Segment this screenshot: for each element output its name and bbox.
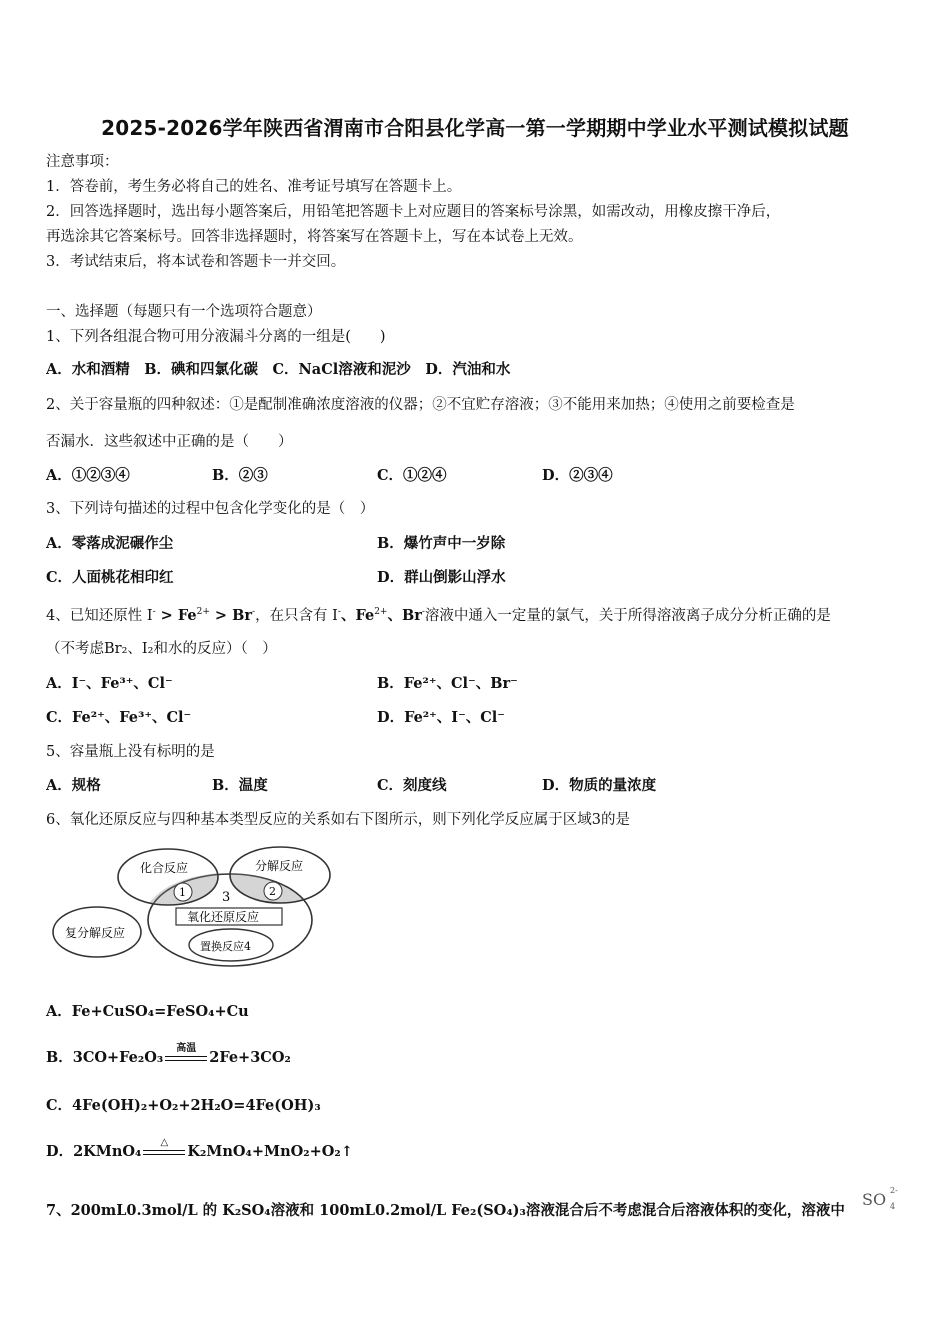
question-2-option-c: C．①②④: [377, 467, 447, 484]
page-title: 2025-2026学年陕西省渭南市合阳县化学高一第一学期期中学业水平测试模拟试题: [101, 116, 849, 140]
question-6-option-b: B．3CO+Fe₂O₃ 高温 2Fe+3CO₂: [46, 1043, 291, 1066]
diagram-region-3: 3: [222, 890, 231, 905]
notice-item: 1．答卷前，考生务必将自己的姓名、准考证号填写在答题卡上。: [46, 179, 462, 195]
question-3-stem: 3、下列诗句描述的过程中包含化学变化的是（ ）: [46, 501, 375, 517]
question-1-options: A．水和酒精 B．碘和四氯化碳 C．NaCl溶液和泥沙 D．汽油和水: [46, 361, 511, 378]
question-3-option-c: C．人面桃花相印红: [46, 569, 174, 586]
question-5-option-b: B．温度: [212, 777, 268, 794]
diagram-label-replacement: 置换反应4: [200, 940, 251, 953]
diagram-label-decomposition: 分解反应: [255, 859, 304, 873]
question-4-stem-cont: （不考虑Br₂、I₂和水的反应）（ ）: [46, 641, 277, 657]
diagram-region-1: 1: [179, 886, 186, 899]
question-4-option-b: B．Fe²⁺、Cl⁻、Br⁻: [377, 675, 518, 692]
reaction-condition-mark: 高温: [163, 1051, 209, 1065]
diagram-region-2: 2: [269, 885, 276, 898]
section-heading: 一、选择题（每题只有一个选项符合题意）: [46, 304, 322, 320]
question-2-stem-cont: 否漏水．这些叙述中正确的是（ ）: [46, 434, 293, 450]
question-5-stem: 5、容量瓶上没有标明的是: [46, 744, 215, 760]
reaction-condition-mark: △: [141, 1145, 187, 1159]
notice-item: 再选涂其它答案标号。回答非选择题时，将答案写在答题卡上，写在本试卷上无效。: [46, 229, 583, 245]
question-6-stem: 6、氧化还原反应与四种基本类型反应的关系如右下图所示，则下列化学反应属于区域3的是: [46, 812, 630, 828]
question-6-option-d: D．2KMnO₄ △ K₂MnO₄+MnO₂+O₂↑: [46, 1137, 353, 1160]
question-4-option-a: A．I⁻、Fe³⁺、Cl⁻: [46, 675, 173, 692]
question-1-stem: 1、下列各组混合物可用分液漏斗分离的一组是( ): [46, 329, 386, 345]
reaction-type-venn-diagram: [50, 845, 350, 970]
notice-item: 3．考试结束后，将本试卷和答题卡一并交回。: [46, 254, 346, 270]
question-2-stem: 2、关于容量瓶的四种叙述：①是配制准确浓度溶液的仪器；②不宜贮存溶液；③不能用来加热；④使用之前要检查是: [46, 397, 795, 413]
question-6-option-c: C．4Fe(OH)₂+O₂+2H₂O=4Fe(OH)₃: [46, 1097, 321, 1114]
question-5-option-a: A．规格: [46, 777, 101, 794]
question-7-stem: 7、200mL0.3mol/L 的 K₂SO₄溶液和 100mL0.2mol/L Fe₂(SO₄)₃溶液混合后不考虑混合后溶液体积的变化，溶液中: [46, 1202, 845, 1219]
question-3-option-b: B．爆竹声中一岁除: [377, 535, 506, 552]
question-5-option-d: D．物质的量浓度: [542, 777, 657, 794]
diagram-label-double-decomposition: 复分解反应: [65, 926, 126, 940]
question-3-option-d: D．群山倒影山浮水: [377, 569, 506, 586]
question-4-option-d: D．Fe²⁺、I⁻、Cl⁻: [377, 709, 505, 726]
question-4-option-c: C．Fe²⁺、Fe³⁺、Cl⁻: [46, 709, 192, 726]
sulfate-ion-formula: SO 2- 4: [862, 1186, 898, 1211]
question-4-stem: 4、已知还原性 $I^- > Fe^{2+} > Br^-$，在只含有 I-、$Fe^{2+}$、Br-溶液中通入一定量的氯气，关于所得溶液离子成分分析正确的是: [46, 606, 831, 624]
question-5-option-c: C．刻度线: [377, 777, 447, 794]
question-2-option-d: D．②③④: [542, 467, 613, 484]
diagram-label-combination: 化合反应: [140, 861, 189, 875]
diagram-label-redox: 氧化还原反应: [187, 910, 260, 924]
question-2-option-a: A．①②③④: [46, 467, 130, 484]
question-6-option-a: A．Fe+CuSO₄=FeSO₄+Cu: [46, 1003, 249, 1020]
notice-heading: 注意事项：: [46, 154, 119, 170]
question-2-option-b: B．②③: [212, 467, 268, 484]
question-3-option-a: A．零落成泥碾作尘: [46, 535, 174, 552]
notice-item: 2．回答选择题时，选出每小题答案后，用铅笔把答题卡上对应题目的答案标号涂黑，如需改动，用橡皮擦干净后，: [46, 204, 781, 220]
